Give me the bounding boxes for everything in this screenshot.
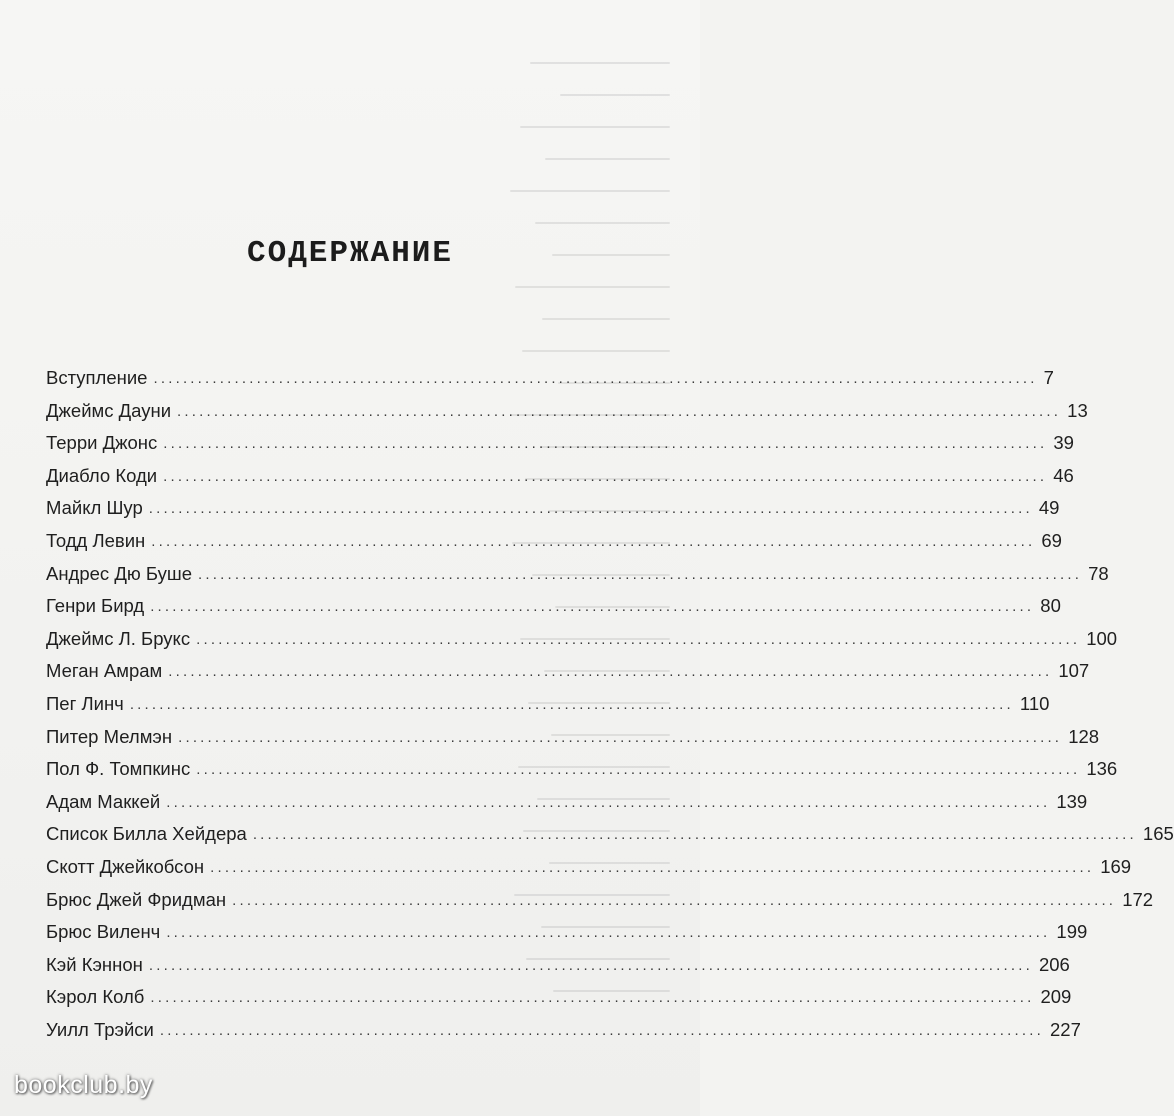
- toc-entry-page-number: 136: [1086, 758, 1118, 780]
- toc-entry-page-number: 13: [1067, 399, 1088, 421]
- toc-entry-title: Генри Бирд: [46, 595, 145, 617]
- toc-entry-title: Меган Амрам: [46, 660, 163, 682]
- toc-entry: [46, 525, 1062, 558]
- toc-entry-title: Диабло Коди: [46, 464, 158, 486]
- bleed-through-line: [520, 126, 670, 128]
- toc-entry: [46, 818, 1174, 851]
- dot-leader: ........................................................................................................................: [163, 435, 1048, 453]
- dot-leader: ........................................................................................................................: [166, 793, 1051, 811]
- toc-entry-title: Кэрол Колб: [46, 986, 145, 1008]
- toc-entry-page-number: 69: [1041, 529, 1062, 551]
- toc-entry-page-number: 110: [1019, 692, 1050, 714]
- toc-entry-page-number: 139: [1056, 790, 1088, 812]
- toc-entry: [46, 721, 1100, 754]
- toc-entry: [46, 395, 1088, 428]
- dot-leader: ........................................................................................................................: [148, 956, 1033, 974]
- toc-entry-page-number: 172: [1122, 888, 1154, 910]
- bleed-through-line: [510, 190, 670, 192]
- toc-entry-page-number: 227: [1050, 1018, 1081, 1040]
- toc-entry-page-number: 100: [1086, 627, 1118, 649]
- dot-leader: ........................................................................................................................: [166, 924, 1051, 942]
- dot-leader: ........................................................................................................................: [163, 467, 1048, 485]
- dot-leader: ........................................................................................................................: [129, 695, 1014, 713]
- toc-entry: [46, 362, 1054, 395]
- toc-entry-title: Список Билла Хейдера: [46, 823, 247, 845]
- toc-entry-title: Уилл Трэйси: [46, 1018, 154, 1040]
- toc-entry-title: Пег Линч: [46, 692, 124, 714]
- dot-leader: ........................................................................................................................: [252, 826, 1137, 844]
- bleed-through-line: [535, 222, 670, 224]
- toc-entry-page-number: 80: [1040, 595, 1061, 617]
- toc-entry-page-number: 7: [1043, 367, 1054, 388]
- bleed-through-line: [542, 318, 670, 320]
- toc-entry-title: Майкл Шур: [46, 497, 143, 519]
- toc-entry: [46, 427, 1074, 460]
- bleed-through-line: [530, 62, 670, 64]
- dot-leader: ........................................................................................................................: [159, 1021, 1045, 1039]
- toc-entry-page-number: 165: [1142, 823, 1174, 845]
- toc-entry: [46, 590, 1061, 623]
- page-title: СОДЕРЖАНИЕ: [246, 236, 454, 271]
- bleed-through-line: [522, 350, 670, 352]
- toc-entry-title: Андрес Дю Буше: [46, 562, 192, 584]
- toc-entry-title: Джеймс Дауни: [46, 399, 172, 421]
- dot-leader: ........................................................................................................................: [196, 761, 1081, 779]
- toc-entry: [46, 916, 1088, 949]
- dot-leader: ........................................................................................................................: [177, 402, 1062, 420]
- toc-entry-title: Тодд Левин: [46, 529, 146, 551]
- dot-leader: ........................................................................................................................: [153, 370, 1038, 387]
- toc-entry: [46, 786, 1088, 819]
- toc-entry-title: Пол Ф. Томпкинс: [46, 758, 191, 780]
- bleed-through-line: [560, 94, 670, 96]
- toc-entry-title: Терри Джонс: [46, 432, 158, 454]
- toc-entry-title: Брюс Джей Фридман: [46, 888, 227, 910]
- toc-entry-page-number: 206: [1038, 953, 1070, 975]
- toc-entry: [46, 1014, 1081, 1047]
- dot-leader: ........................................................................................................................: [151, 532, 1036, 550]
- dot-leader: ........................................................................................................................: [197, 565, 1083, 583]
- dot-leader: ........................................................................................................................: [150, 989, 1035, 1007]
- toc-entry-page-number: 39: [1053, 432, 1074, 454]
- toc-entry-title: Питер Мелмэн: [46, 725, 173, 747]
- dot-leader: ........................................................................................................................: [150, 598, 1035, 616]
- toc-entry: [46, 558, 1109, 591]
- toc-entry: [46, 688, 1050, 721]
- dot-leader: ........................................................................................................................: [148, 500, 1033, 518]
- dot-leader: ........................................................................................................................: [168, 663, 1053, 681]
- toc-entry-page-number: 128: [1068, 725, 1100, 747]
- table-of-contents: [46, 362, 1174, 1046]
- toc-entry-title: Брюс Виленч: [46, 921, 161, 943]
- toc-entry-title: Адам Маккей: [46, 790, 161, 812]
- toc-entry-title: Скотт Джейкобсон: [46, 855, 205, 877]
- toc-entry: [46, 492, 1060, 525]
- toc-entry-page-number: 107: [1058, 660, 1090, 682]
- toc-entry-page-number: 46: [1053, 464, 1074, 486]
- dot-leader: ........................................................................................................................: [178, 728, 1063, 746]
- dot-leader: ........................................................................................................................: [210, 858, 1095, 876]
- toc-entry: [46, 623, 1118, 656]
- toc-entry-page-number: 199: [1056, 921, 1088, 943]
- toc-entry-page-number: 169: [1100, 855, 1132, 877]
- dot-leader: ........................................................................................................................: [232, 891, 1117, 909]
- toc-entry-title: Джеймс Л. Брукс: [46, 627, 191, 649]
- toc-entry: [46, 981, 1072, 1014]
- toc-entry-page-number: 78: [1088, 562, 1109, 584]
- toc-entry: [46, 460, 1074, 493]
- toc-entry-page-number: 209: [1040, 986, 1072, 1008]
- toc-entry: [46, 851, 1132, 884]
- bleed-through-line: [515, 286, 670, 288]
- toc-entry-page-number: 49: [1038, 497, 1060, 519]
- toc-entry: [46, 884, 1154, 917]
- toc-entry: [46, 655, 1090, 688]
- watermark-logo: bookclub.by: [14, 1071, 153, 1099]
- toc-entry: [46, 949, 1070, 982]
- dot-leader: ........................................................................................................................: [196, 630, 1081, 648]
- bleed-through-line: [545, 158, 670, 160]
- toc-entry: [46, 753, 1118, 786]
- toc-entry-title: Кэй Кэннон: [46, 953, 143, 975]
- toc-entry-title: Вступление: [46, 367, 148, 388]
